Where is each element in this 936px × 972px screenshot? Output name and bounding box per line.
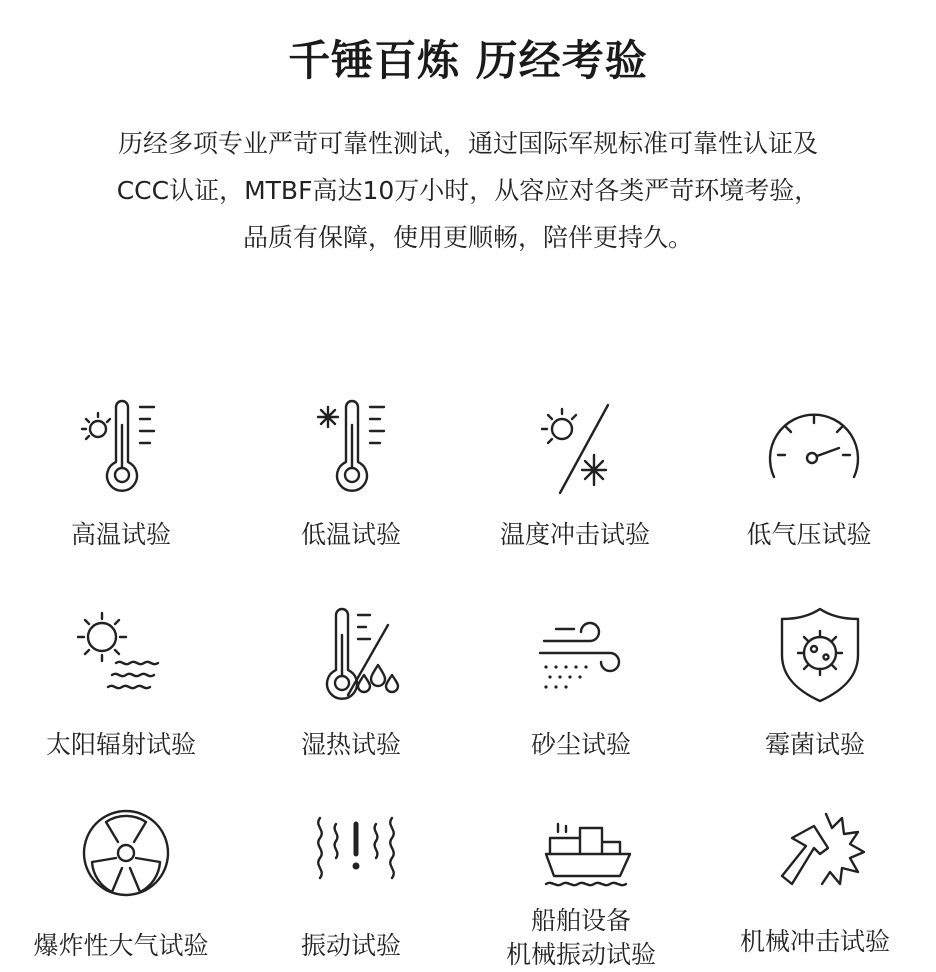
- test-label: 机械冲击试验: [739, 927, 890, 956]
- test-label-multiline: [464, 904, 698, 972]
- test-label: 太阳辐射试验: [45, 730, 196, 759]
- test-label-line: 机械振动试验: [505, 940, 656, 969]
- test-label: 砂尘试验: [530, 730, 631, 759]
- page-title: 千锤百炼 历经考验: [288, 36, 648, 85]
- explosive-atmosphere-icon: [76, 808, 176, 908]
- sand-dust-icon: [536, 605, 636, 705]
- test-label: 低气压试验: [746, 520, 872, 549]
- test-label: 霉菌试验: [764, 730, 865, 759]
- solar-radiation-icon: [76, 605, 176, 705]
- low-temperature-icon: [306, 395, 406, 495]
- temperature-shock-icon: [530, 395, 630, 495]
- hammer-impact-icon: [770, 808, 870, 908]
- vibration-icon: [306, 808, 406, 908]
- test-label: 低温试验: [300, 520, 401, 549]
- description-line: 历经多项专业严苛可靠性测试，通过国际军规标准可靠性认证及: [117, 129, 818, 158]
- test-label: 高温试验: [70, 520, 171, 549]
- test-label: 振动试验: [300, 931, 401, 960]
- mold-shield-icon: [770, 605, 870, 705]
- description-line: 品质有保障，使用更顺畅，陪伴更持久。: [242, 223, 693, 252]
- damp-heat-icon: [306, 605, 406, 705]
- test-label-line: 船舶设备: [530, 906, 631, 935]
- test-label: 爆炸性大气试验: [33, 931, 209, 960]
- description-line: CCC认证，MTBF高达10万小时，从容应对各类严苛环境考验，: [116, 176, 820, 205]
- test-label: 湿热试验: [300, 730, 401, 759]
- pressure-gauge-icon: [764, 395, 864, 495]
- test-label: 温度冲击试验: [499, 520, 650, 549]
- high-temperature-icon: [76, 395, 176, 495]
- ship-vibration-icon: [536, 808, 636, 908]
